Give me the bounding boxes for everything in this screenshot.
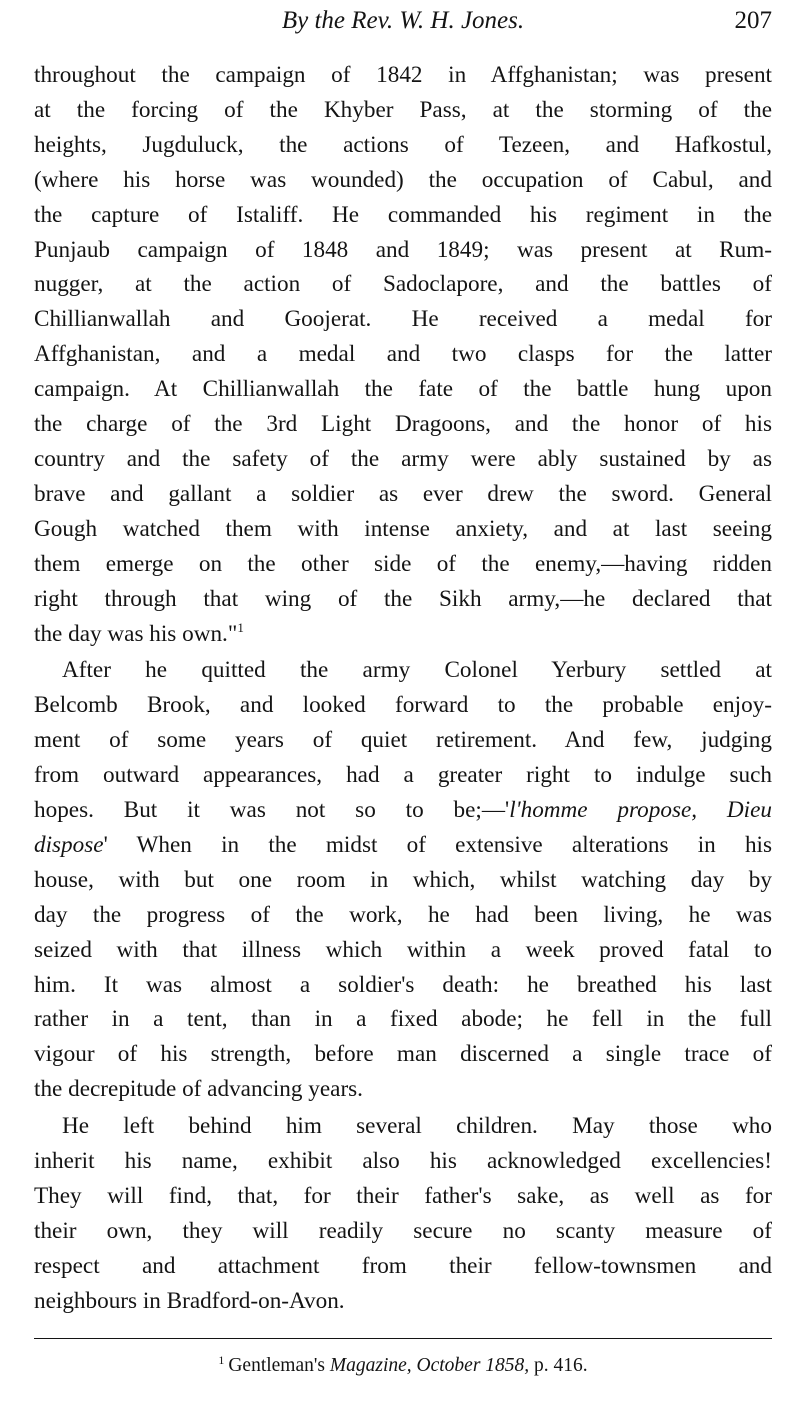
- page-header: [34, 4, 772, 38]
- text-line: brave and gallant a soldier as ever drew the sword. General: [34, 480, 772, 507]
- text-line: day the progress of the work, he had been living, he was: [34, 901, 772, 928]
- footnote-marker: 1: [218, 1353, 225, 1367]
- italic-quote: l'homme propose, Dieu: [509, 797, 772, 824]
- text-line: rather in a tent, than in a fixed abode; he fell in the full: [34, 1006, 772, 1033]
- footnote-divider: [34, 1338, 772, 1339]
- text-line: from outward appearances, had a greater right to indulge such: [34, 762, 772, 789]
- text-line: seized with that illness which within a week proved fatal to: [34, 936, 772, 963]
- text-line: nugger, at the action of Sadoclapore, and the battles of: [34, 271, 772, 298]
- text-line: inherit his name, exhibit also his acknowledged excellencies!: [34, 1148, 772, 1175]
- text-line: After he quitted the army Colonel Yerbury settled at: [62, 657, 772, 684]
- footnote-reference: 1: [237, 619, 244, 635]
- body-text: [34, 58, 772, 1319]
- text-line: respect and attachment from their fellow-townsmen and: [34, 1252, 772, 1279]
- paragraph-1: [34, 58, 772, 651]
- footnote-page: p. 416.: [529, 1355, 588, 1376]
- line-text: the day was his own.": [34, 620, 238, 647]
- text-line: campaign. At Chillianwallah the fate of the battle hung upon: [34, 376, 772, 403]
- text-line: Belcomb Brook, and looked forward to the probable enjoy-: [34, 692, 772, 719]
- italic-quote: dispose: [34, 831, 104, 858]
- footnote-source: Gentleman's: [228, 1355, 330, 1376]
- text-line: They will find, that, for their father's sake, as well as for: [34, 1183, 772, 1209]
- footnote-source-italic: Magazine, October 1858,: [329, 1355, 530, 1376]
- text-line: right through that wing of the Sikh army,—he declared that: [34, 585, 772, 612]
- text-line: (where his horse was wounded) the occupation of Cabul, and: [34, 166, 772, 193]
- text-line: the capture of Istaliff. He commanded his regiment in the: [34, 201, 772, 228]
- text-line: He left behind him several children. May those who: [62, 1113, 772, 1140]
- text-line: [34, 617, 772, 652]
- text-line: neighbours in Bradford-on-Avon.: [34, 1287, 345, 1314]
- footnote: [34, 1353, 772, 1379]
- text-line: Punjaub campaign of 1848 and 1849; was present at Rum-: [34, 236, 772, 263]
- text-line: him. It was almost a soldier's death: he breathed his last: [34, 971, 772, 998]
- text-line: Gough watched them with intense anxiety, and at last seeing: [34, 515, 772, 542]
- text-line: country and the safety of the army were ably sustained by as: [34, 445, 772, 472]
- text-line: them emerge on the other side of the enemy,—having ridden: [34, 550, 772, 577]
- text-line: the decrepitude of advancing years.: [34, 1076, 363, 1103]
- text-line: their own, they will readily secure no scanty measure of: [34, 1217, 772, 1244]
- text-line: at the forcing of the Khyber Pass, at the storming of the: [34, 96, 772, 123]
- text-line: vigour of his strength, before man discerned a single trace of: [34, 1041, 772, 1068]
- text-line: house, with but one room in which, whilst watching day by: [34, 866, 772, 893]
- running-head: By the Rev. W. H. Jones.: [281, 7, 525, 34]
- text-line: Affghanistan, and a medal and two clasps for the latter: [34, 341, 772, 368]
- paragraph-2: [34, 653, 772, 1107]
- text-line: heights, Jugduluck, the actions of Tezeen, and Hafkostul,: [34, 131, 772, 158]
- line-text: hopes. But it was not so to be;—': [34, 797, 510, 824]
- text-line: Chillianwallah and Goojerat. He received a medal for: [34, 306, 772, 333]
- text-line: ment of some years of quiet retirement. And few, judging: [34, 727, 772, 754]
- text-line: [34, 793, 772, 828]
- text-line: throughout the campaign of 1842 in Affghanistan; was present: [34, 62, 772, 88]
- page-number: 207: [734, 7, 772, 34]
- paragraph-3: [34, 1109, 772, 1318]
- text-line: the charge of the 3rd Light Dragoons, and the honor of his: [34, 411, 772, 438]
- text-line: [34, 828, 772, 863]
- line-text: ' When in the midst of extensive alterations in his: [103, 831, 772, 858]
